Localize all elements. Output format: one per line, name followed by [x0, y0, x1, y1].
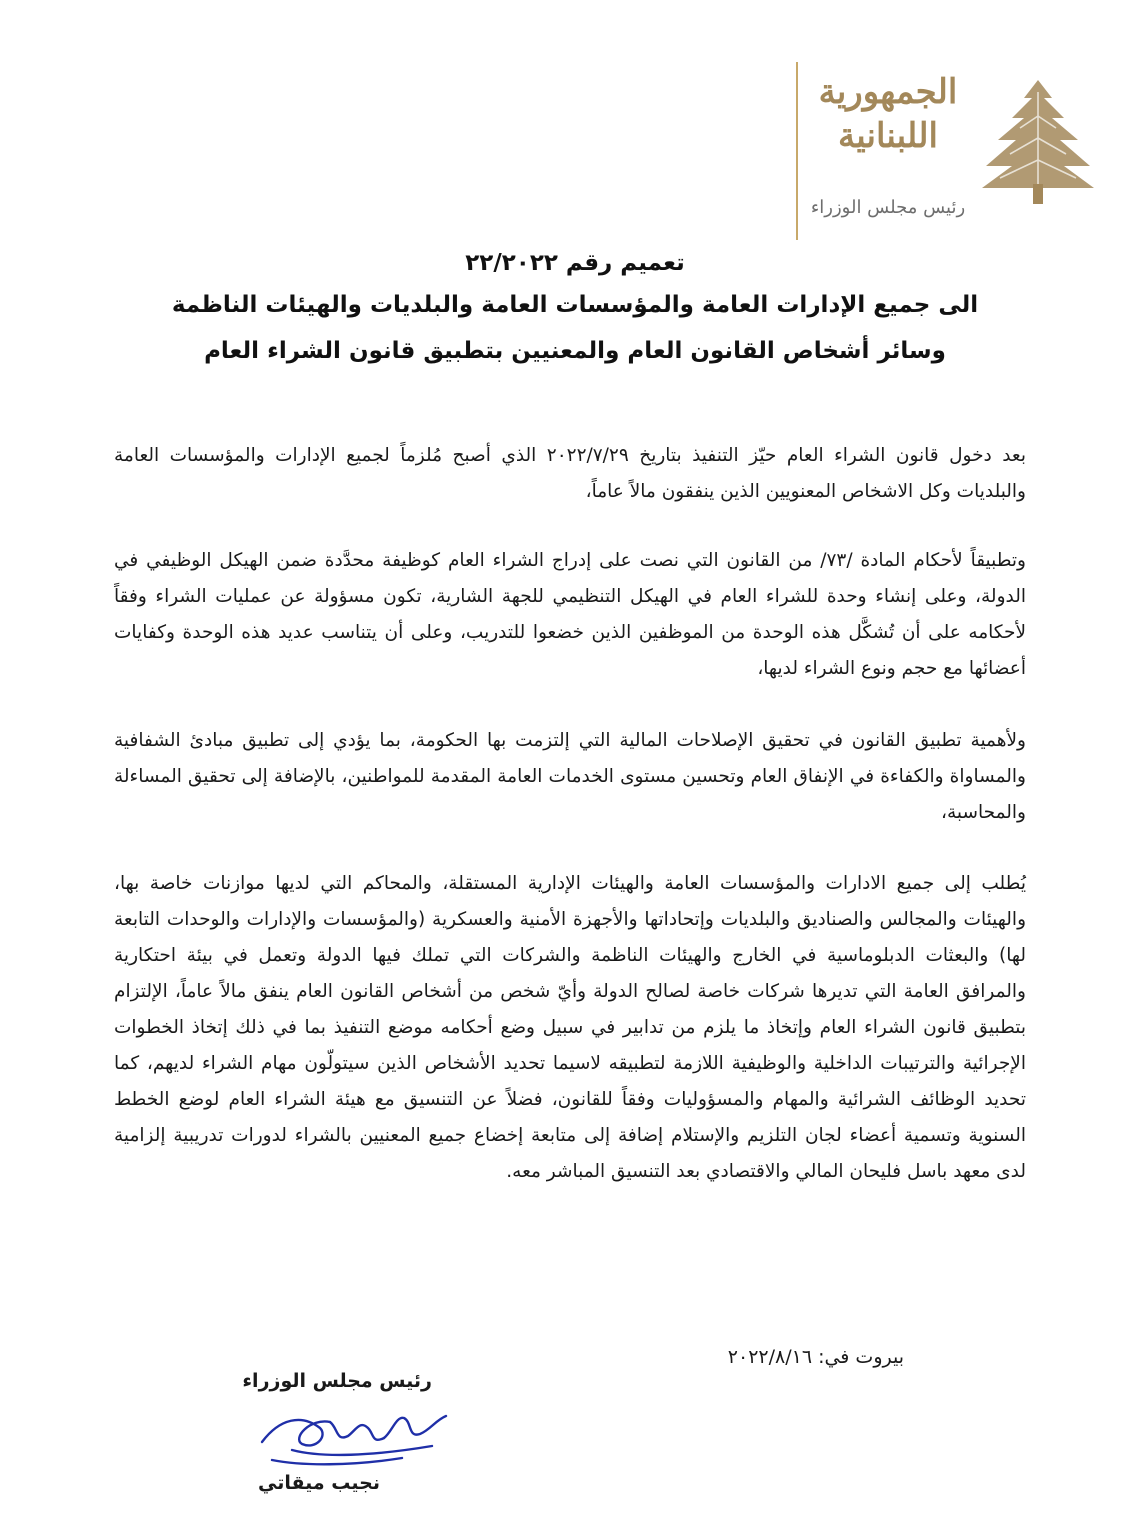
- signatory-name: نجيب ميقاتي: [258, 1472, 380, 1494]
- signatory-title: رئيس مجلس الوزراء: [242, 1370, 432, 1392]
- recipients-line-2: وسائر أشخاص القانون العام والمعنيين بتطبيق قانون الشراء العام: [204, 338, 946, 364]
- body-paragraph-4: يُطلب إلى جميع الادارات والمؤسسات العامة والهيئات الإدارية المستقلة، والمحاكم التي لديها موازنات خاصة بها، والهيئات والمجالس والصناديق والبلديات وإتحاداتها والأجهزة الأمنية والعسكرية (والمؤسسات والإدارات والوحدات التابعة لها) والبعثات الدبلوماسية في الخارج والهيئات الناظمة والشركات التي تملك فيها الدولة وتعمل في بيئة احتكارية والمرافق العامة التي تديرها شركات خاصة لصالح الدولة وأيّ شخص من أشخاص القانون العام ينفق مالاً عاماً، الإلتزام بتطبيق قانون الشراء العام وإتخاذ ما يلزم من تدابير في سبيل وضع أحكامه موضع التنفيذ بما في ذلك إتخاذ الخطوات الإجرائية والترتيبات الداخلية والوظيفية اللازمة لتطبيقه لاسيما تحديد الأشخاص الذين سيتولّون مهام الشراء لديهم، كما تحديد الوظائف الشرائية والمهام والمسؤوليات وفقاً للقانون، فضلاً عن التنسيق مع هيئة الشراء العام لوضع الخطط السنوية وتسمية أعضاء لجان التلزيم والإستلام إضافة إلى متابعة إخضاع جميع المعنيين بالشراء لدورات تدريبية إلزامية لدى معهد باسل فليحان المالي والاقتصادي بعد التنسيق المباشر معه.: [114, 873, 1026, 1182]
- letterhead: [796, 62, 1122, 240]
- office-title: رئيس مجلس الوزراء: [810, 197, 966, 218]
- body-paragraph-3: ولأهمية تطبيق القانون في تحقيق الإصلاحات المالية التي إلتزمت بها الحكومة، بما يؤدي إلى تطبيق مبادئ الشفافية والمساواة والكفاءة في الإنفاق العام وتحسين مستوى الخدمات العامة المقدمة للمواطنين، بالإضافة إلى تحقيق المساءلة والمحاسبة،: [114, 730, 1026, 823]
- body-paragraph-1: بعد دخول قانون الشراء العام حيّز التنفيذ بتاريخ ٢٠٢٢/٧/٢٩ الذي أصبح مُلزماً لجميع الإدارات والمؤسسات العامة والبلديات وكل الاشخاص المعنويين الذين ينفقون مالاً عاماً،: [114, 445, 1026, 502]
- circular-number: تعميم رقم ٢٢/٢٠٢٢: [465, 250, 685, 276]
- body-paragraph-2: وتطبيقاً لأحكام المادة /٧٣/ من القانون التي نصت على إدراج الشراء العام كوظيفة محدَّدة ضمن الهيكل الوظيفي في الدولة، وعلى إنشاء وحدة للشراء العام في الهيكل التنظيمي للجهة الشارية، تكون مسؤولة عن عمليات الشراء وفقاً لأحكامه على أن تُشكَّل هذه الوحدة من الموظفين الذين خضعوا للتدريب، وعلى أن يتناسب عديد هذه الوحدة وكفايات أعضائها مع حجم ونوع الشراء لديها،: [114, 550, 1026, 679]
- cedar-icon: [976, 76, 1100, 206]
- handwritten-signature: [232, 1398, 462, 1468]
- letterhead-divider: [796, 62, 798, 240]
- republic-wordmark: الجمهورية اللبنانية: [818, 72, 958, 156]
- recipients-line-1: الى جميع الإدارات العامة والمؤسسات العامة والبلديات والهيئات الناظمة: [171, 292, 979, 318]
- issue-date: بيروت في: ٢٠٢٢/٨/١٦: [727, 1346, 904, 1368]
